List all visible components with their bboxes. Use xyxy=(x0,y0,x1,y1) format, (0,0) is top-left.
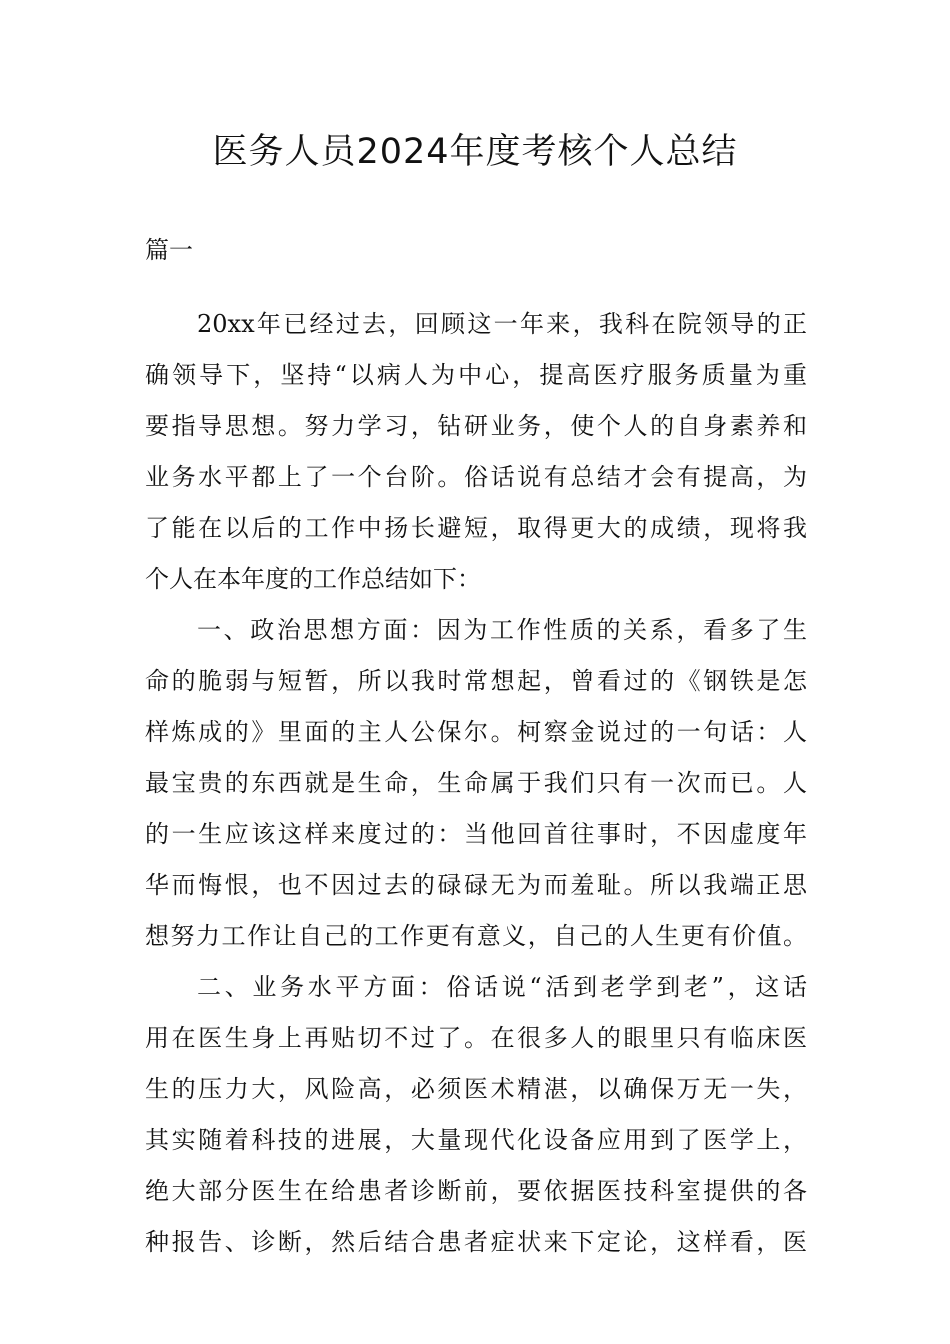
paragraph-line: 的一生应该这样来度过的：当他回首往事时，不因虚度年 xyxy=(145,820,807,848)
paragraph-line: 二、业务水平方面：俗话说“活到老学到老”，这话 xyxy=(197,973,807,1001)
paragraph-line: 业务水平都上了一个台阶。俗话说有总结才会有提高，为 xyxy=(145,463,807,491)
paragraph-line: 确领导下，坚持“以病人为中心，提高医疗服务质量为重 xyxy=(145,361,807,389)
paragraph-line: 了能在以后的工作中扬长避短，取得更大的成绩，现将我 xyxy=(145,514,807,542)
paragraph-line: 华而悔恨，也不因过去的碌碌无为而羞耻。所以我端正思 xyxy=(145,871,807,899)
paragraph-line: 想努力工作让自己的工作更有意义，自己的人生更有价值。 xyxy=(145,922,807,950)
paragraph-line: 绝大部分医生在给患者诊断前，要依据医技科室提供的各 xyxy=(145,1177,807,1205)
paragraph-line: 最宝贵的东西就是生命，生命属于我们只有一次而已。人 xyxy=(145,769,807,797)
paragraph-line: 生的压力大，风险高，必须医术精湛，以确保万无一失， xyxy=(145,1075,807,1103)
paragraph-line: 其实随着科技的进展，大量现代化设备应用到了医学上， xyxy=(145,1126,807,1154)
paragraph-line: 一、政治思想方面：因为工作性质的关系，看多了生 xyxy=(197,616,807,644)
paragraph-line: 要指导思想。努力学习，钻研业务，使个人的自身素养和 xyxy=(145,412,807,440)
paragraph-line: 用在医生身上再贴切不过了。在很多人的眼里只有临床医 xyxy=(145,1024,807,1052)
paragraph-line: 种报告、诊断，然后结合患者症状来下定论，这样看，医 xyxy=(145,1228,807,1256)
paragraph-line: 个人在本年度的工作总结如下： xyxy=(145,565,481,593)
document-body xyxy=(145,248,807,1268)
paragraph-line: 20xx年已经过去，回顾这一年来，我科在院领导的正 xyxy=(197,310,807,338)
paragraph-line: 命的脆弱与短暂，所以我时常想起，曾看过的《钢铁是怎 xyxy=(145,667,807,695)
paragraph-line: 样炼成的》里面的主人公保尔。柯察金说过的一句话：人 xyxy=(145,718,807,746)
section-label: 篇一 xyxy=(145,236,193,264)
document-title: 医务人员2024年度考核个人总结 xyxy=(212,132,738,172)
